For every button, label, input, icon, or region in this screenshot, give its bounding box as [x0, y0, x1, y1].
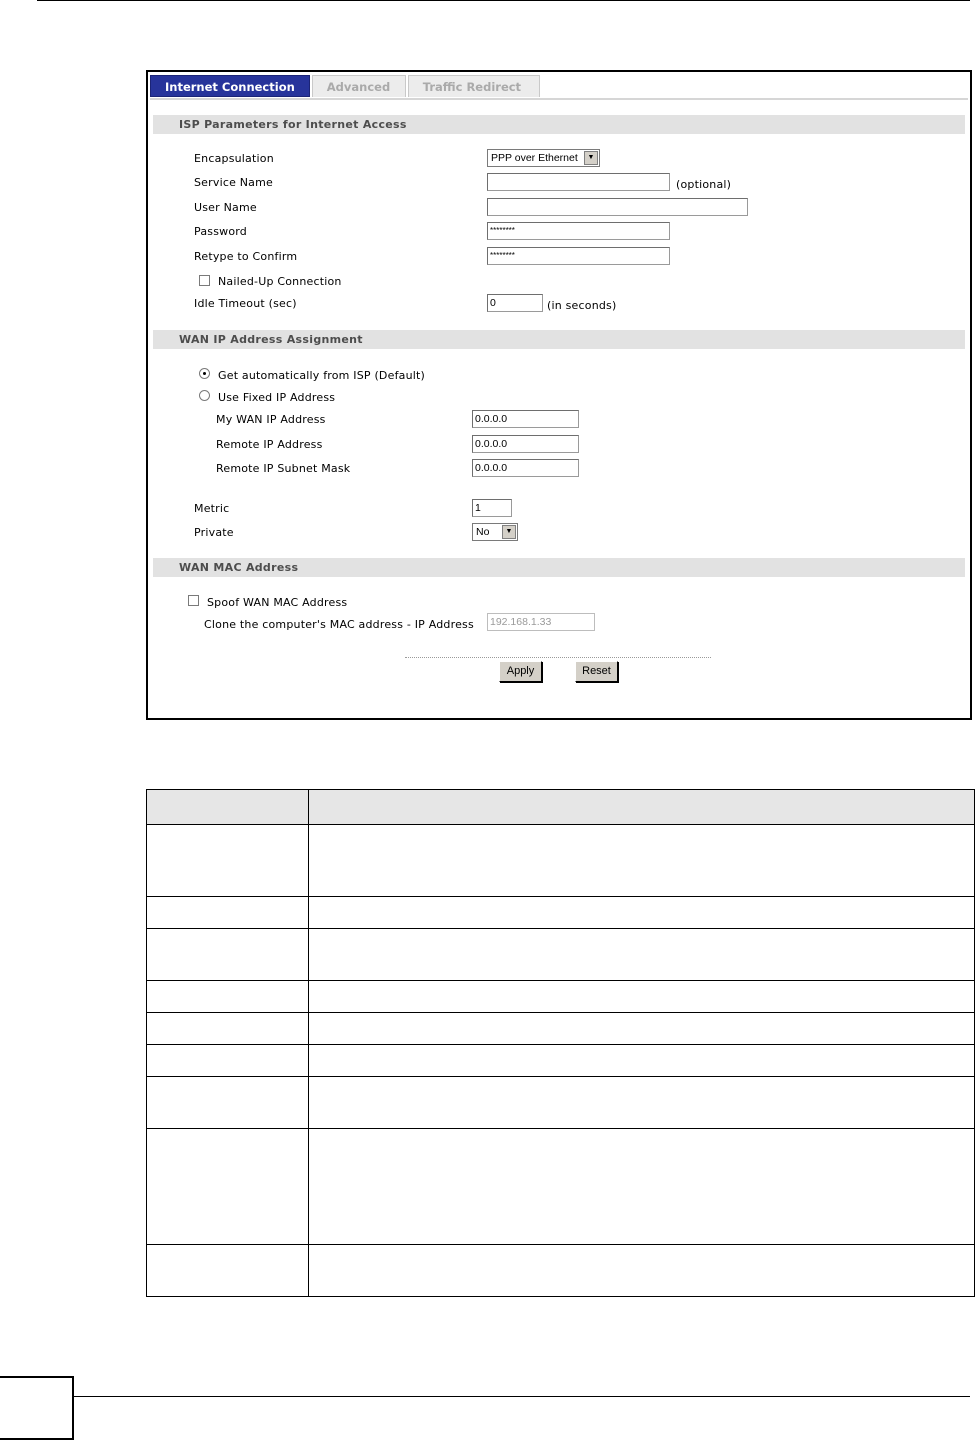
table-row-divider: [147, 1076, 974, 1077]
button-divider: [405, 657, 711, 658]
private-label: Private: [194, 526, 234, 539]
page-top-rule: [37, 0, 970, 1]
tab-traffic-redirect[interactable]: Traffic Redirect: [408, 75, 540, 97]
get-automatically-label: Get automatically from ISP (Default): [218, 369, 426, 382]
my-wan-ip-label: My WAN IP Address: [216, 413, 326, 426]
remote-subnet-mask-input[interactable]: 0.0.0.0: [472, 459, 579, 477]
table-row-divider: [147, 980, 974, 981]
page-bottom-rule: [74, 1396, 970, 1397]
chevron-down-icon: ▼: [502, 525, 516, 539]
table-header-row: [147, 790, 974, 825]
retype-confirm-input[interactable]: ********: [487, 247, 670, 265]
remote-subnet-mask-label: Remote IP Subnet Mask: [216, 462, 351, 475]
table-column-divider: [308, 790, 309, 1296]
password-label: Password: [194, 225, 247, 238]
encapsulation-select[interactable]: [487, 149, 600, 167]
idle-timeout-label: Idle Timeout (sec): [194, 297, 297, 310]
retype-confirm-label: Retype to Confirm: [194, 250, 298, 263]
tab-bar: [150, 75, 542, 99]
wan-ip-section-header: WAN IP Address Assignment: [153, 330, 965, 349]
table-row-divider: [147, 1012, 974, 1013]
page-number-box: [0, 1376, 74, 1440]
user-name-label: User Name: [194, 201, 257, 214]
table-row-divider: [147, 1244, 974, 1245]
metric-label: Metric: [194, 502, 230, 515]
table-row-divider: [147, 896, 974, 897]
apply-button[interactable]: Apply: [499, 661, 542, 682]
my-wan-ip-input[interactable]: 0.0.0.0: [472, 410, 579, 428]
clone-mac-label: Clone the computer's MAC address - IP Address: [204, 618, 474, 631]
use-fixed-ip-radio[interactable]: [199, 390, 210, 401]
password-input[interactable]: ********: [487, 222, 670, 240]
clone-ip-input[interactable]: 192.168.1.33: [487, 613, 595, 631]
chevron-down-icon: ▼: [584, 151, 598, 165]
wan-mac-section-header: WAN MAC Address: [153, 558, 965, 577]
service-name-input[interactable]: [487, 173, 670, 191]
spoof-mac-label: Spoof WAN MAC Address: [207, 596, 348, 609]
tab-advanced[interactable]: Advanced: [312, 75, 406, 97]
tab-underline: [150, 98, 968, 100]
nailed-up-label: Nailed-Up Connection: [218, 275, 342, 288]
idle-timeout-input[interactable]: 0: [487, 294, 543, 312]
remote-ip-input[interactable]: 0.0.0.0: [472, 435, 579, 453]
user-name-input[interactable]: [487, 198, 748, 216]
screenshot-frame: [146, 70, 972, 720]
private-value: No: [476, 526, 490, 538]
tab-internet-connection[interactable]: Internet Connection: [150, 75, 310, 97]
encapsulation-value: PPP over Ethernet: [491, 152, 578, 164]
use-fixed-ip-label: Use Fixed IP Address: [218, 391, 336, 404]
metric-input[interactable]: 1: [472, 499, 512, 517]
table-row-divider: [147, 928, 974, 929]
field-description-table: [146, 789, 975, 1297]
table-row-divider: [147, 1044, 974, 1045]
idle-timeout-note: (in seconds): [547, 299, 617, 312]
spoof-mac-checkbox[interactable]: [188, 595, 199, 606]
reset-button[interactable]: Reset: [575, 661, 618, 682]
remote-ip-label: Remote IP Address: [216, 438, 323, 451]
get-automatically-radio[interactable]: [199, 368, 210, 379]
encapsulation-label: Encapsulation: [194, 152, 274, 165]
isp-section-header: ISP Parameters for Internet Access: [153, 115, 965, 134]
table-row-divider: [147, 1128, 974, 1129]
optional-note: (optional): [676, 178, 732, 191]
private-select[interactable]: [472, 523, 518, 541]
service-name-label: Service Name: [194, 176, 274, 189]
nailed-up-checkbox[interactable]: [199, 275, 210, 286]
